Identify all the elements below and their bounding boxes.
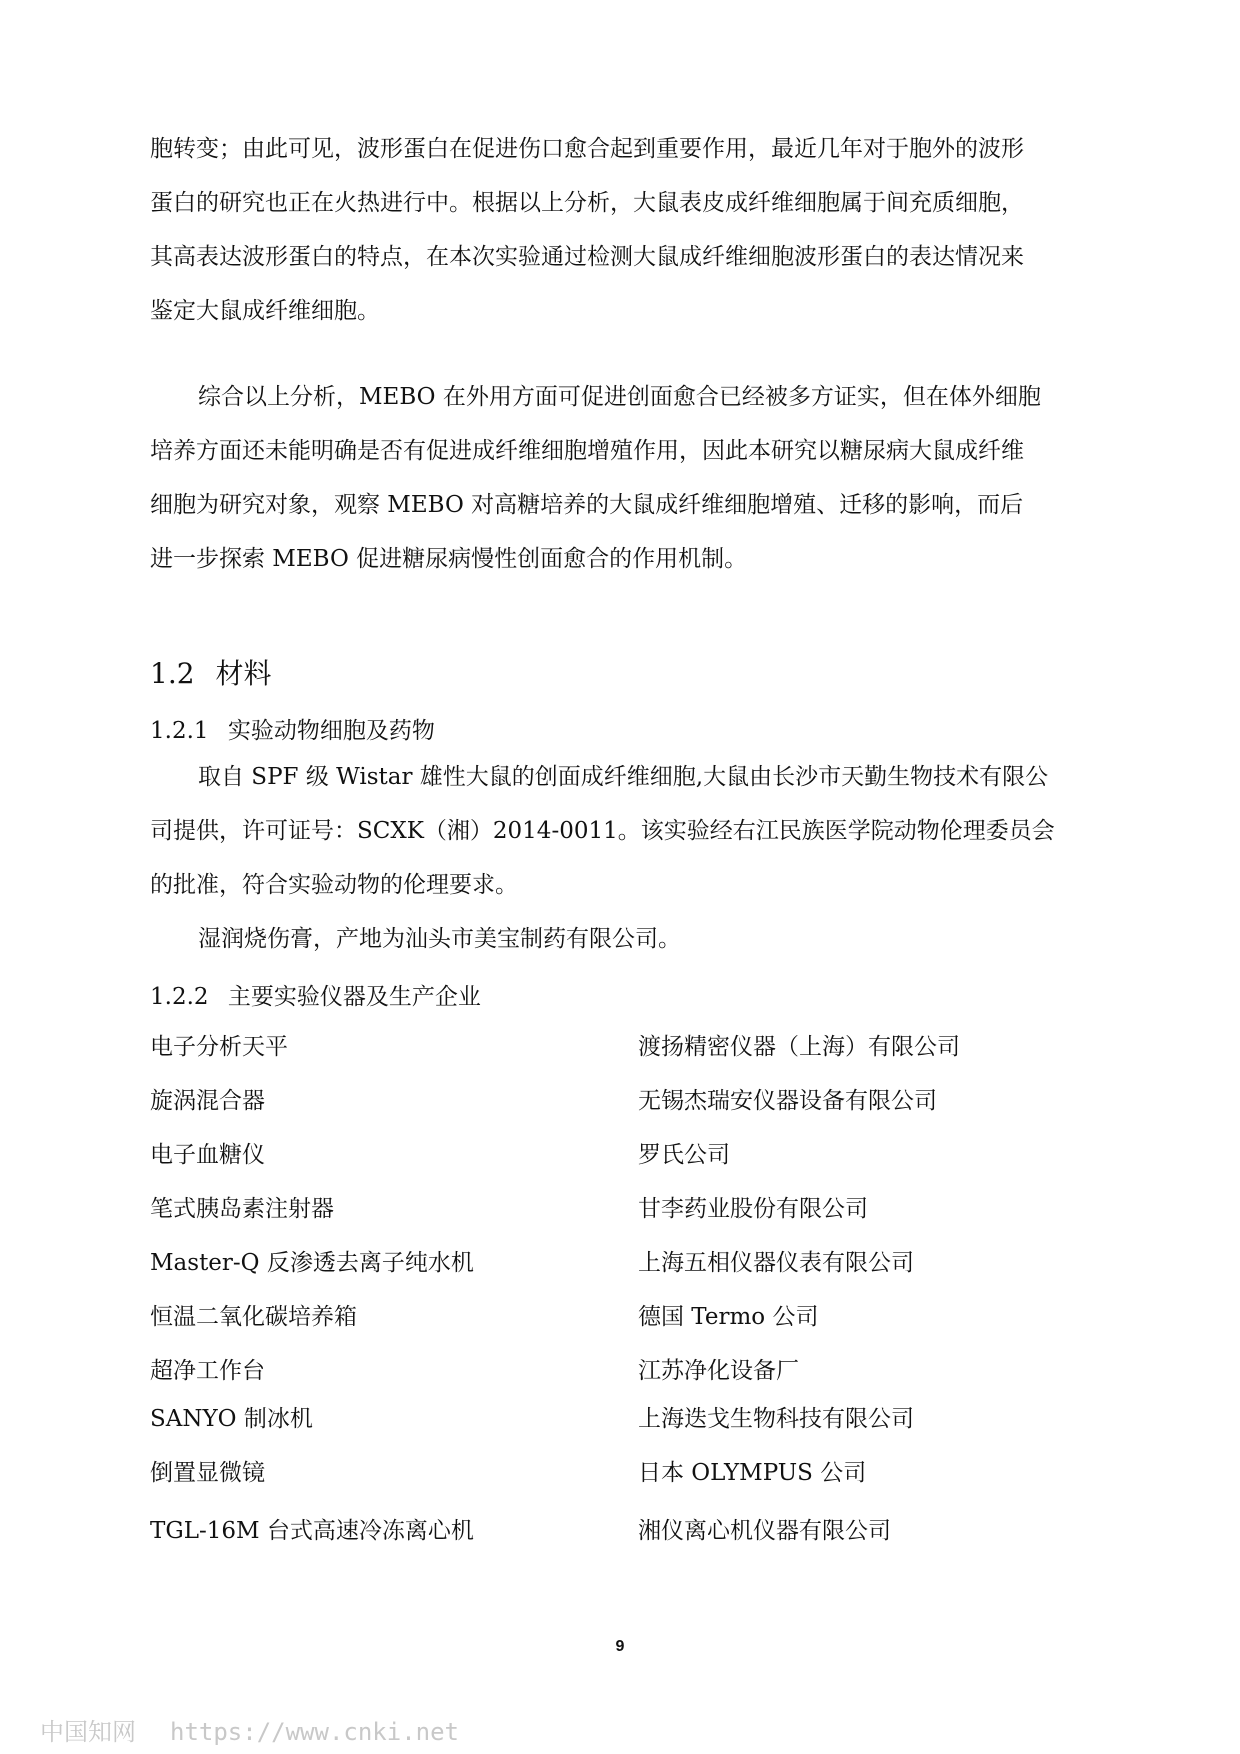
equipment-row — [150, 1190, 1100, 1230]
equipment-row — [150, 1244, 1100, 1284]
equipment-name: 倒置显微镜 — [150, 1460, 265, 1486]
watermark-site-name: 中国知网 — [40, 1718, 136, 1746]
paragraph-line: 取自 SPF 级 Wistar 雄性大鼠的创面成纤维细胞,大鼠由长沙市天勤生物技术有限公 — [198, 764, 1049, 790]
body-paragraph-1 — [150, 122, 1100, 338]
equipment-name: 笔式胰岛素注射器 — [150, 1196, 334, 1222]
equipment-row — [150, 1352, 1100, 1392]
watermark-url: https://www.cnki.net — [170, 1718, 459, 1746]
equipment-maker: 上海迭戈生物科技有限公司 — [638, 1406, 914, 1432]
section-title: 材料 — [215, 657, 272, 690]
section-heading-1-2-2 — [150, 978, 481, 1011]
equipment-name: 旋涡混合器 — [150, 1088, 265, 1114]
equipment-name: Master-Q 反渗透去离子纯水机 — [150, 1250, 474, 1276]
equipment-name: TGL-16M 台式高速冷冻离心机 — [150, 1518, 474, 1544]
page-number: 9 — [615, 1638, 625, 1655]
subsection-title: 主要实验仪器及生产企业 — [227, 984, 481, 1010]
cnki-watermark — [40, 1712, 493, 1747]
equipment-maker: 上海五相仪器仪表有限公司 — [638, 1250, 914, 1276]
equipment-name: 电子分析天平 — [150, 1034, 288, 1060]
section-heading-1-2-1 — [150, 712, 435, 745]
drug-paragraph — [150, 912, 1100, 966]
equipment-row — [150, 1082, 1100, 1122]
paragraph-line: 进一步探索 MEBO 促进糖尿病慢性创面愈合的作用机制。 — [150, 546, 748, 572]
equipment-maker: 日本 OLYMPUS 公司 — [638, 1460, 867, 1486]
section-heading-1-2 — [150, 652, 271, 692]
equipment-row — [150, 1136, 1100, 1176]
equipment-maker: 甘李药业股份有限公司 — [638, 1196, 868, 1222]
equipment-row — [150, 1400, 1100, 1440]
equipment-maker: 渡扬精密仪器（上海）有限公司 — [638, 1034, 960, 1060]
materials-paragraph — [150, 750, 1100, 912]
equipment-name: 超净工作台 — [150, 1358, 265, 1384]
equipment-maker: 德国 Termo 公司 — [638, 1304, 819, 1330]
equipment-name: 电子血糖仪 — [150, 1142, 265, 1168]
paragraph-line: 胞转变；由此可见，波形蛋白在促进伤口愈合起到重要作用，最近几年对于胞外的波形 — [150, 136, 1024, 162]
equipment-maker: 无锡杰瑞安仪器设备有限公司 — [638, 1088, 937, 1114]
equipment-row — [150, 1298, 1100, 1338]
equipment-maker: 江苏净化设备厂 — [638, 1358, 799, 1384]
subsection-number: 1.2.1 — [150, 718, 209, 744]
section-number: 1.2 — [150, 657, 195, 690]
paragraph-line: 其高表达波形蛋白的特点，在本次实验通过检测大鼠成纤维细胞波形蛋白的表达情况来 — [150, 244, 1024, 270]
body-paragraph-2 — [150, 370, 1100, 586]
equipment-row — [150, 1028, 1100, 1068]
equipment-name: 恒温二氧化碳培养箱 — [150, 1304, 357, 1330]
equipment-maker: 湘仪离心机仪器有限公司 — [638, 1518, 891, 1544]
subsection-number: 1.2.2 — [150, 984, 209, 1010]
equipment-row — [150, 1454, 1100, 1494]
subsection-title: 实验动物细胞及药物 — [227, 718, 435, 744]
paragraph-line: 蛋白的研究也正在火热进行中。根据以上分析，大鼠表皮成纤维细胞属于间充质细胞， — [150, 190, 1024, 216]
paragraph-line: 培养方面还未能明确是否有促进成纤维细胞增殖作用，因此本研究以糖尿病大鼠成纤维 — [150, 438, 1024, 464]
equipment-maker: 罗氏公司 — [638, 1142, 730, 1168]
paragraph-line: 鉴定大鼠成纤维细胞。 — [150, 298, 380, 324]
paragraph-line: 的批准，符合实验动物的伦理要求。 — [150, 872, 518, 898]
paragraph-line: 综合以上分析，MEBO 在外用方面可促进创面愈合已经被多方证实，但在体外细胞 — [198, 384, 1041, 410]
equipment-row — [150, 1512, 1100, 1552]
paragraph-line: 司提供，许可证号：SCXK（湘）2014-0011。该实验经右江民族医学院动物伦理委员会 — [150, 818, 1055, 844]
paragraph-line: 湿润烧伤膏，产地为汕头市美宝制药有限公司。 — [198, 926, 681, 952]
equipment-name: SANYO 制冰机 — [150, 1406, 313, 1432]
paragraph-line: 细胞为研究对象，观察 MEBO 对高糖培养的大鼠成纤维细胞增殖、迁移的影响，而后 — [150, 492, 1024, 518]
